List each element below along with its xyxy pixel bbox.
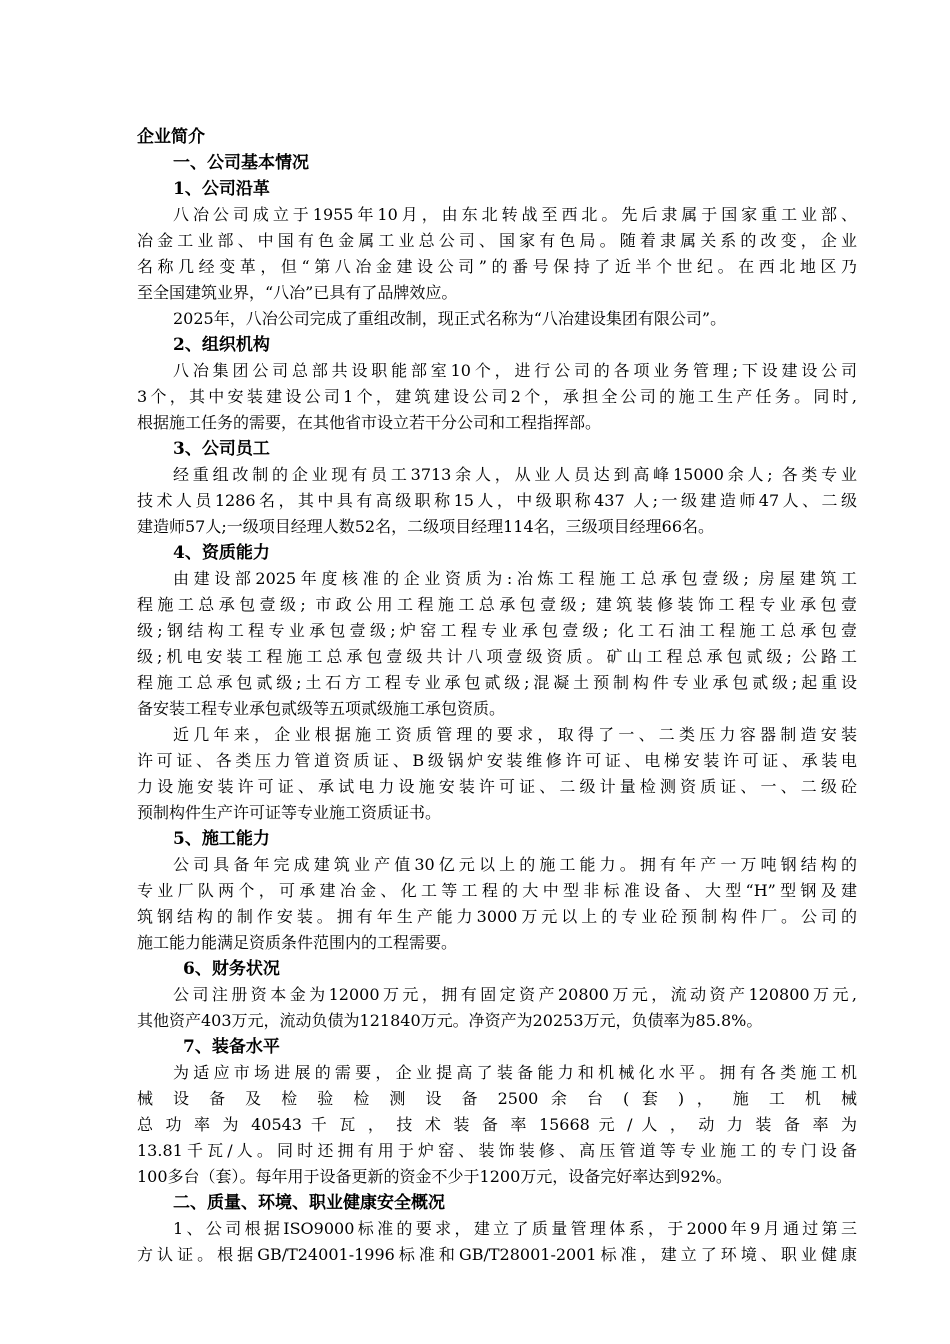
text-line: 2025年，八冶公司完成了重组改制，现正式名称为“八冶建设集团有限公司”。 (173, 309, 727, 328)
text-line: 为适应市场进展的需要，企业提高了装备能力和机械化水平。拥有各类施工机 (173, 1063, 857, 1082)
text-line: 至全国建筑业界，“八冶”已具有了品牌效应。 (137, 283, 458, 302)
paragraph-staff (137, 462, 857, 540)
text-line: 程施工总承包壹级; 市政公用工程施工总承包壹级; 建筑装修装饰工程专业承包壹 (137, 595, 857, 614)
paragraph-history (137, 202, 857, 332)
text-line: 3个，其中安装建设公司1个，建筑建设公司2个，承担全公司的施工生产任务。同时, (137, 387, 857, 406)
text-line: 备安装工程专业承包贰级等五项贰级施工承包资质。 (137, 699, 506, 718)
subsection-heading-equipment: 7、装备水平 (183, 1037, 280, 1057)
text-line: 名称几经变革，但“第八冶金建设公司”的番号保持了近半个世纪。在西北地区乃 (137, 257, 857, 276)
text-line: 公司注册资本金为12000万元，拥有固定资产20800万元，流动资产120800万元, (173, 985, 857, 1004)
text-line: 13.81千瓦/人。同时还拥有用于炉窑、装饰装修、高压管道等专业施工的专门设备 (137, 1141, 857, 1160)
text-line: 程施工总承包贰级;土石方工程专业承包贰级;混凝土预制构件专业承包贰级;起重设 (137, 673, 857, 692)
subsection-heading-finance: 6、财务状况 (183, 959, 280, 979)
text-line: 冶金工业部、中国有色金属工业总公司、国家有色局。随着隶属关系的改变，企业 (137, 231, 857, 250)
text-line: 专业厂队两个，可承建冶金、化工等工程的大中型非标准设备、大型“H”型钢及建 (137, 881, 857, 900)
text-line: 近几年来，企业根据施工资质管理的要求，取得了一、二类压力容器制造安装 (173, 725, 857, 744)
paragraph-quality (137, 1216, 857, 1268)
text-line: 方认证。根据GB/T24001-1996标准和GB/T28001-2001标准，建立了环境、职业健康 (137, 1245, 857, 1264)
text-line: 经重组改制的企业现有员工3713余人，从业人员达到高峰15000余人; 各类专业 (173, 465, 857, 484)
text-line: 由建设部2025年度核准的企业资质为:冶炼工程施工总承包壹级; 房屋建筑工 (173, 569, 857, 588)
section-heading-basic-info: 一、公司基本情况 (173, 153, 309, 173)
text-line: 根据施工任务的需要，在其他省市设立若干分公司和工程指挥部。 (137, 413, 602, 432)
text-line: 许可证、各类压力管道资质证、B级锅炉安装维修许可证、电梯安装许可证、承装电 (137, 751, 857, 770)
text-line: 总 功 率 为 40543 千 瓦 ， 技 术 装 备 率 15668 元 / 人 ， 动 力 装 备 率 为 (137, 1115, 857, 1134)
text-line: 100多台（套）。每年用于设备更新的资金不少于1200万元，设备完好率达到92%。 (137, 1167, 732, 1186)
paragraph-organization (137, 358, 857, 436)
paragraph-capacity (137, 852, 857, 956)
paragraph-certificates (137, 722, 857, 826)
subsection-heading-capacity: 5、施工能力 (173, 829, 270, 849)
text-line: 级;钢结构工程专业承包壹级;炉窑工程专业承包壹级; 化工石油工程施工总承包壹 (137, 621, 857, 640)
text-line: 施工能力能满足资质条件范围内的工程需要。 (137, 933, 458, 952)
subsection-heading-staff: 3、公司员工 (173, 439, 270, 459)
text-line: 1、公司根据ISO9000标准的要求，建立了质量管理体系，于2000年9月通过第三 (173, 1219, 857, 1238)
text-line: 八冶集团公司总部共设职能部室10个，进行公司的各项业务管理;下设建设公司 (173, 361, 857, 380)
paragraph-finance (137, 982, 857, 1034)
text-line: 建造师57人;一级项目经理人数52名，二级项目经理114名，三级项目经理66名。 (137, 517, 715, 536)
subsection-heading-history: 1、公司沿革 (173, 179, 270, 199)
text-line: 八冶公司成立于1955年10月，由东北转战至西北。先后隶属于国家重工业部、 (173, 205, 857, 224)
text-line: 级;机电安装工程施工总承包壹级共计八项壹级资质。矿山工程总承包贰级; 公路工 (137, 647, 857, 666)
text-line: 公司具备年完成建筑业产值30亿元以上的施工能力。拥有年产一万吨钢结构的 (173, 855, 857, 874)
text-line: 筑钢结构的制作安装。拥有年生产能力3000万元以上的专业砼预制构件厂。公司的 (137, 907, 857, 926)
subsection-heading-organization: 2、组织机构 (173, 335, 270, 355)
paragraph-equipment (137, 1060, 857, 1190)
section-heading-quality: 二、质量、环境、职业健康安全概况 (173, 1193, 445, 1213)
text-line: 技术人员1286名，其中具有高级职称15人，中级职称437 人;一级建造师47人、二级 (137, 491, 857, 510)
text-line: 械 设 备 及 检 验 检 测 设 备 2500 余 台 ( 套 ) ， 施 工 机 械 (137, 1089, 857, 1108)
page-title: 企业简介 (137, 127, 205, 147)
text-line: 其他资产403万元，流动负债为121840万元。净资产为20253万元，负债率为85.8%。 (137, 1011, 763, 1030)
text-line: 力设施安装许可证、承试电力设施安装许可证、二级计量检测资质证、一、二级砼 (137, 777, 857, 796)
text-line: 预制构件生产许可证等专业施工资质证书。 (137, 803, 442, 822)
document-body (137, 124, 857, 1268)
subsection-heading-qualifications: 4、资质能力 (173, 543, 270, 563)
paragraph-qualifications (137, 566, 857, 722)
